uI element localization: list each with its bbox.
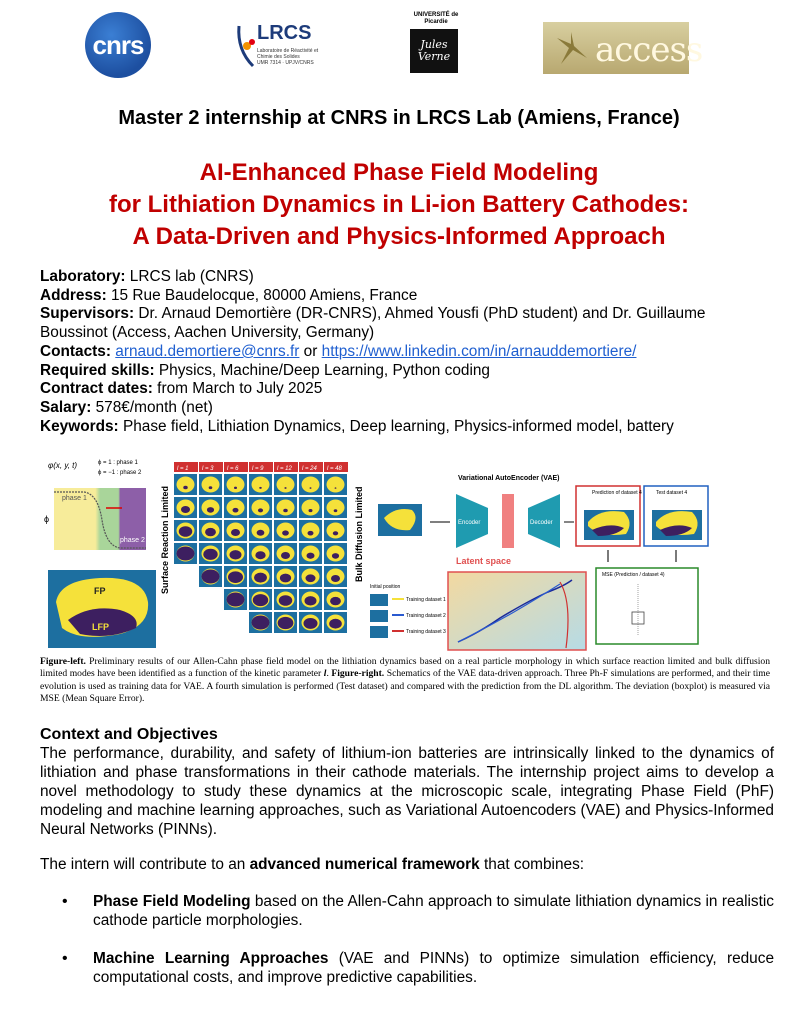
particle-purple [231,529,240,536]
particle-purple [257,530,265,536]
l-header-label: l = 6 [227,466,239,472]
supervisors-row [40,305,770,342]
particle-purple [258,508,263,512]
particle-yellow [252,477,270,493]
particle-purple [279,595,293,606]
vae-title: Variational AutoEncoder (VAE) [458,475,560,482]
particle-purple [280,574,291,583]
address-label: Address: [40,286,107,304]
figure-graphic [40,452,770,652]
bulk-diffusion-label: Bulk Diffusion Limited [354,486,364,582]
particle-purple [278,617,294,629]
particle-purple [283,509,288,513]
framework-list [62,892,774,1006]
particle-purple [254,573,267,583]
framework-post: that combines: [479,856,585,873]
fp-label: FP [94,586,106,596]
particle-yellow [302,500,320,516]
bullet-2-bold: Machine Learning Approaches [93,950,329,967]
l-header-label: l = 1 [177,466,189,472]
headline: Master 2 internship at CNRS in LRCS Lab (Amiens, France) [118,107,680,129]
prediction-label: Prediction of dataset 4 [592,490,642,496]
contacts-row [40,343,770,362]
particle-purple [284,487,286,489]
l-header-label: l = 48 [327,466,342,472]
caption-dot: . [326,668,332,680]
phase2-label: phase 2 [120,537,145,544]
training-dataset-3: Training dataset 3 [406,629,446,635]
caption-right-label: Figure-right. [331,668,385,680]
particle-yellow [227,477,245,493]
framework-pre: The intern will contribute to an [40,856,250,873]
figure-caption [40,656,770,706]
latent-block [502,494,514,548]
list-item [62,949,774,987]
access-star-icon [551,28,591,68]
figure [40,452,770,652]
particle-purple [252,616,270,630]
title-line-3: A Data-Driven and Physics-Informed Approach [132,223,666,250]
decoder-label: Decoder [530,520,553,526]
particle-purple [335,487,337,488]
initial-position-label: Initial position [370,584,401,590]
latent-space-title: Latent space [456,556,512,566]
phi-axis-label: ϕ [44,514,50,524]
particle-purple [305,596,317,605]
laboratory-row [40,268,770,287]
cnrs-logo-text: cnrs [92,29,144,60]
training-dataset-1: Training dataset 1 [406,597,446,603]
l-header-label: l = 24 [302,466,317,472]
context-paragraph: The performance, durability, and safety of lithium-ion batteries are intrinsically linked to the dynamics of lithiation and phase transformations in their cathode materials. The internship project aims to develop a novel methodology to study these dynamics at the microscopic scale, integrating Phase Field (PhF) modeling and machine learning approaches, such as Variational Autoencoders (VAE) and Physics-Informed Neural Networks (PINNs). [40,745,774,838]
particle-purple [181,506,190,513]
salary-label: Salary: [40,398,92,416]
particle-yellow [177,477,195,493]
keywords-value: Phase field, Lithiation Dynamics, Deep learning, Physics-informed model, battery [118,417,674,435]
mse-label: MSE (Prediction / dataset 4) [602,572,665,578]
particle-purple [304,618,318,629]
context-heading: Context and Objectives [40,726,218,743]
particle-purple [307,553,315,559]
simulation-grid [174,462,348,633]
particle-purple [207,507,214,513]
address-value: 15 Rue Baudelocque, 80000 Amiens, France [106,286,418,304]
particle-yellow [202,477,220,493]
particle-purple [230,550,242,559]
particle-purple [334,509,338,512]
l-header-label: l = 3 [202,466,214,472]
list-item [62,892,774,930]
keywords-label: Keywords: [40,417,119,435]
training-dataset-2: Training dataset 2 [406,613,446,619]
upjv-logo [410,12,462,78]
main-title [0,157,798,253]
phi-equation: φ(x, y, t) [48,461,78,470]
lrcs-title: LRCS [257,22,312,44]
logo-bar [0,8,798,74]
particle-purple [203,549,217,560]
lrcs-sub-text: Laboratoire de Réactivité et Chimie des Solides [257,48,319,60]
cnrs-logo [85,12,151,78]
email-link[interactable]: arnaud.demortiere@cnrs.fr [115,342,300,360]
framework-bold: advanced numerical framework [249,856,480,873]
l-header-label: l = 12 [277,466,292,472]
particle-yellow [302,477,320,493]
particle-purple [205,528,216,536]
linkedin-link[interactable]: https://www.linkedin.com/in/arnauddemortiere/ [321,342,637,360]
particle-yellow [227,500,245,516]
particle-purple [179,526,193,537]
phase1-definition: ϕ = 1 : phase 1 [98,460,138,466]
particle-purple [333,531,338,535]
title-line-1: AI-Enhanced Phase Field Modeling [199,159,599,186]
encoder-label: Encoder [458,520,481,526]
caption-right-text: Schematics of the VAE data-driven approach. Three Ph-F simulations are performed, and their time evolution is used as training data for VAE. A fourth simulation is performed (Test dataset) and compared with the prediction from the DL algorithm. The deviation (boxplot) is measured via MSE (Mean Square Error). [40,668,771,705]
mse-box [596,568,698,644]
particle-purple [255,551,265,559]
bullet-1-text: based on the Allen-Cahn approach to simulate lithiation dynamics in realistic cathode particle morphologies. [93,893,774,929]
title-line-2: for Lithiation Dynamics in Li-ion Battery Cathodes: [108,191,690,218]
particle-purple [309,509,313,512]
particle-purple [308,531,314,536]
lrcs-swoosh-icon [235,20,257,70]
phase2-definition: ϕ = −1 : phase 2 [98,470,142,476]
l-header-label: l = 9 [252,466,264,472]
bullet-2-text: (VAE and PINNs) to optimize simulation efficiency, reduce computational costs, and improve predictive capabilities. [93,950,774,986]
caption-l-symbol: l [323,668,327,680]
upjv-top-text: UNIVERSITÉ de Picardie [413,12,459,25]
particle-purple [253,594,268,606]
skills-value: Physics, Machine/Deep Learning, Python coding [154,361,490,379]
particle-purple [281,552,290,559]
skills-label: Required skills: [40,361,155,379]
access-logo [543,22,703,74]
phase1-label: phase 1 [62,495,87,502]
laboratory-label: Laboratory: [40,268,126,285]
supervisors-label: Supervisors: [40,305,135,323]
lrcs-logo [235,18,330,78]
salary-row [40,399,770,418]
particle-purple [209,486,213,489]
skills-row [40,362,770,381]
particle-purple [282,530,289,535]
lfp-label: LFP [92,622,109,632]
lrcs-umr-text: UMR 7314 · UPJV/CNRS [257,60,314,66]
laboratory-value: LRCS lab (CNRS) [125,268,254,285]
keywords-row [40,418,770,437]
contacts-label: Contacts: [40,342,111,360]
particle-yellow [327,500,345,516]
particle-purple [227,593,245,607]
test-label: Test dataset 4 [656,490,688,496]
supervisors-value: Dr. Arnaud Demortière (DR-CNRS), Ahmed Yousfi (PhD student) and Dr. Guillaume Boussinot (Access, Aachen University, Germany) [40,305,706,342]
contacts-or: or [299,342,322,360]
dates-label: Contract dates: [40,380,153,398]
particle-purple [233,508,239,513]
address-row [40,287,770,306]
upjv-signature: Jules Verne [410,29,458,73]
particle-yellow [302,523,320,539]
framework-intro [40,855,774,874]
particle-purple [331,575,340,582]
particle-purple [228,571,243,583]
caption-left-text: Preliminary results of our Allen-Cahn phase field model on the lithiation dynamics based on a real particle morphology in which surface reaction limited and bulk diffusion limited modes have been identified as a function of the kinetic parameter [40,656,770,680]
particle-purple [330,597,341,605]
dates-row [40,380,770,399]
particle-purple [259,487,262,489]
lrcs-subtitle [257,48,327,66]
caption-left-label: Figure-left. [40,656,86,667]
particle-yellow [327,523,345,539]
particle-purple [306,574,316,582]
particle-purple [177,547,195,561]
particle-purple [202,570,220,584]
particle-yellow [277,500,295,516]
particle-purple [329,619,342,629]
particle-yellow [327,477,345,493]
surface-reaction-label: Surface Reaction Limited [160,485,170,594]
access-text: access [595,30,703,70]
particle-yellow [252,500,270,516]
info-block [40,268,770,436]
particle-purple [310,487,312,489]
particle-purple [332,553,339,559]
bullet-1-bold: Phase Field Modeling [93,893,251,910]
particle-purple [234,487,237,489]
particle-yellow [277,477,295,493]
dates-value: from March to July 2025 [152,380,323,398]
salary-value: 578€/month (net) [91,398,213,416]
particle-purple [183,486,188,490]
